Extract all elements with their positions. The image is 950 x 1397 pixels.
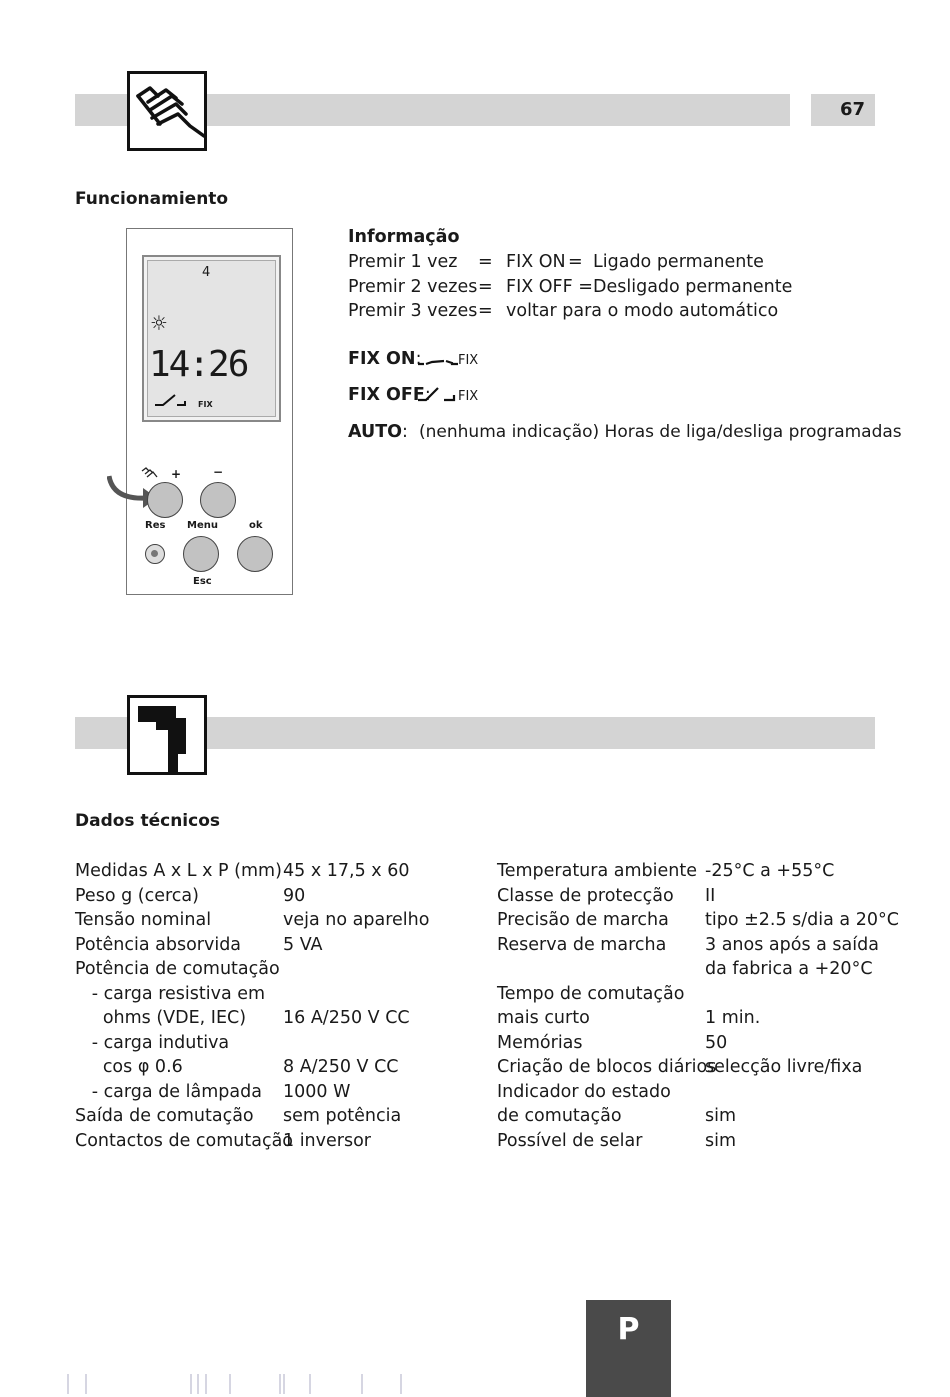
table-row bbox=[497, 1080, 887, 1105]
spec-value: -25°C a +55°C bbox=[705, 861, 835, 881]
table-row bbox=[497, 982, 887, 1007]
hand-icon-box bbox=[127, 71, 207, 151]
spec-label: Temperatura ambiente bbox=[497, 861, 697, 881]
table-row bbox=[75, 1104, 475, 1129]
page-number: 67 bbox=[811, 94, 875, 126]
info-row-1-eq2: = bbox=[568, 252, 583, 272]
spec-label: Reserva de marcha bbox=[497, 934, 667, 955]
fix-off-symbol: FIX bbox=[458, 389, 479, 404]
spec-value: 50 bbox=[705, 1032, 728, 1053]
spec-label: Tensão nominal bbox=[75, 910, 212, 930]
section-heading-technical: Dados técnicos bbox=[75, 811, 221, 831]
table-row bbox=[497, 1104, 887, 1129]
spec-value: da fabrica a +20°C bbox=[705, 959, 873, 979]
lcd-fix-indicator: FIX bbox=[198, 400, 213, 409]
plus-button[interactable] bbox=[147, 482, 183, 518]
spec-label: Classe de protecção bbox=[497, 885, 674, 906]
spec-value: veja no aparelho bbox=[283, 910, 430, 930]
spec-value: 90 bbox=[283, 885, 306, 906]
switch-off-icon bbox=[155, 393, 195, 407]
spec-label: Medidas A x L x P (mm) bbox=[75, 861, 282, 881]
table-row bbox=[75, 1006, 475, 1031]
table-row bbox=[75, 884, 475, 909]
spec-value: sim bbox=[705, 1130, 737, 1151]
info-row-3-action: Premir 3 vezes bbox=[348, 301, 478, 321]
spec-label: Precisão de marcha bbox=[497, 910, 669, 930]
spec-label: Tempo de comutação bbox=[497, 983, 685, 1004]
table-row bbox=[75, 1055, 475, 1080]
auto-line: AUTO: bbox=[348, 422, 408, 442]
table-row bbox=[75, 933, 475, 958]
timer-device bbox=[126, 228, 293, 595]
ok-label: ok bbox=[249, 520, 263, 531]
wrench-icon-box bbox=[127, 695, 207, 775]
spec-value: 1000 W bbox=[283, 1081, 351, 1102]
table-row bbox=[75, 1080, 475, 1105]
table-row bbox=[75, 957, 475, 982]
spec-label: Potência absorvida bbox=[75, 934, 242, 955]
spec-value: sim bbox=[705, 1106, 737, 1126]
spec-label: - carga resistiva em bbox=[75, 983, 266, 1004]
fix-on-label: FIX ON bbox=[348, 349, 416, 369]
spec-label: - carga de lâmpada bbox=[75, 1081, 262, 1102]
reset-button[interactable] bbox=[145, 544, 165, 564]
spec-label: Criação de blocos diários bbox=[497, 1057, 717, 1077]
table-row bbox=[75, 1129, 475, 1154]
spec-label: Indicador do estado bbox=[497, 1081, 671, 1102]
minus-button[interactable] bbox=[200, 482, 236, 518]
spec-value: selecção livre/fixa bbox=[705, 1057, 863, 1077]
info-row-2-meaning: Desligado permanente bbox=[593, 277, 793, 297]
auto-label: AUTO bbox=[348, 422, 403, 442]
spec-label: cos φ 0.6 bbox=[75, 1057, 183, 1077]
spec-value: II bbox=[705, 885, 716, 906]
spec-label: Saída de comutação bbox=[75, 1106, 254, 1126]
info-row-3-result: voltar para o modo automático bbox=[506, 301, 779, 321]
info-row-1-result: FIX ON bbox=[506, 252, 566, 272]
esc-label: Esc bbox=[193, 576, 212, 587]
spec-label: de comutação bbox=[497, 1106, 622, 1126]
table-row bbox=[497, 884, 887, 909]
registration-marks bbox=[60, 1372, 420, 1397]
table-row bbox=[75, 982, 475, 1007]
table-row bbox=[497, 859, 887, 884]
lcd-day: 4 bbox=[202, 265, 211, 280]
table-row bbox=[75, 908, 475, 933]
info-row-1-action: Premir 1 vez bbox=[348, 252, 458, 272]
menu-label: Menu bbox=[187, 520, 218, 531]
spec-value: 1 min. bbox=[705, 1008, 761, 1028]
info-row-1-eq: = bbox=[478, 252, 493, 272]
switch-on-icon bbox=[418, 352, 458, 366]
spec-label: Memórias bbox=[497, 1032, 583, 1053]
auto-text: (nenhuma indicação) Horas de liga/desliga programadas bbox=[419, 422, 902, 442]
spec-value: sem potência bbox=[283, 1106, 402, 1126]
table-row bbox=[497, 1129, 887, 1154]
switch-off-icon-legend bbox=[418, 386, 458, 402]
wrench-icon bbox=[130, 698, 204, 772]
minus-label: − bbox=[213, 465, 224, 479]
fix-off-label: FIX OFF bbox=[348, 385, 425, 405]
spec-label: ohms (VDE, IEC) bbox=[75, 1008, 247, 1028]
spec-label: Possível de selar bbox=[497, 1130, 643, 1151]
info-row-3-eq: = bbox=[478, 301, 493, 321]
spec-label: Contactos de comutação bbox=[75, 1130, 294, 1151]
fix-on-symbol: FIX bbox=[458, 353, 479, 368]
tech-table-right bbox=[497, 859, 899, 1153]
fix-on-line: FIX ON: bbox=[348, 349, 422, 369]
info-row-2-result: FIX OFF = bbox=[506, 277, 593, 297]
res-label: Res bbox=[145, 520, 166, 531]
spec-value: 16 A/250 V CC bbox=[283, 1008, 410, 1028]
ok-button[interactable] bbox=[237, 536, 273, 572]
hand-small-icon bbox=[141, 467, 159, 481]
fix-off-line: FIX OFF: bbox=[348, 385, 431, 405]
spec-value: 3 anos após a saída bbox=[705, 934, 879, 955]
plus-label: + bbox=[171, 467, 182, 481]
menu-button[interactable] bbox=[183, 536, 219, 572]
spec-label: mais curto bbox=[497, 1008, 590, 1028]
info-row-1-meaning: Ligado permanente bbox=[593, 252, 764, 272]
lcd-display bbox=[142, 255, 281, 422]
spec-value: 8 A/250 V CC bbox=[283, 1057, 399, 1077]
spec-value: 5 VA bbox=[283, 934, 323, 955]
table-row bbox=[497, 1006, 887, 1031]
spec-label: Potência de comutação bbox=[75, 959, 280, 979]
lcd-time: 14:26 bbox=[149, 344, 248, 385]
table-row bbox=[497, 908, 899, 933]
tech-table-left bbox=[75, 859, 475, 1153]
spec-value: 45 x 17,5 x 60 bbox=[283, 861, 410, 881]
table-row bbox=[497, 1055, 887, 1080]
table-row bbox=[75, 1031, 475, 1056]
info-title: Informação bbox=[348, 227, 460, 247]
table-row bbox=[497, 957, 887, 982]
spec-label: Peso g (cerca) bbox=[75, 885, 199, 906]
spec-value: tipo ±2.5 s/dia a 20°C bbox=[705, 910, 899, 930]
spec-value: 1 inversor bbox=[283, 1130, 371, 1151]
info-row-2-action: Premir 2 vezes bbox=[348, 277, 478, 297]
section-heading-operation: Funcionamiento bbox=[75, 189, 229, 209]
sun-icon: ☼ bbox=[150, 311, 168, 335]
hand-icon bbox=[130, 74, 204, 148]
table-row bbox=[497, 933, 887, 958]
info-row-2-eq: = bbox=[478, 277, 493, 297]
language-tab: P bbox=[586, 1300, 671, 1397]
table-row bbox=[497, 1031, 887, 1056]
table-row bbox=[75, 859, 475, 884]
spec-label: - carga indutiva bbox=[75, 1032, 230, 1053]
